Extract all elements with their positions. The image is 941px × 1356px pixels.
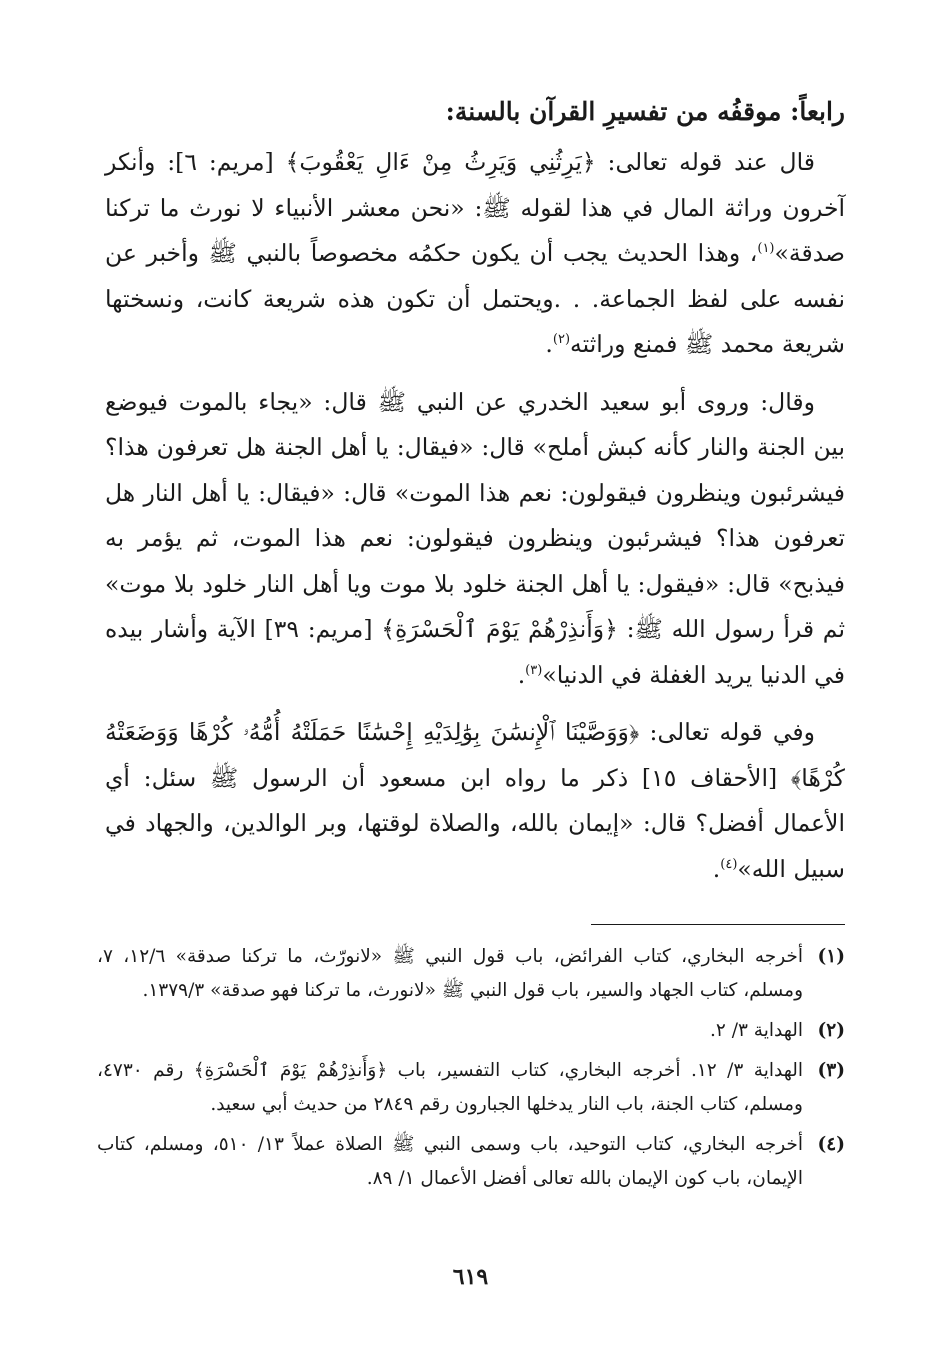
- footnote-3: [97, 1054, 845, 1122]
- footnote-4: [97, 1128, 845, 1196]
- footnotes: [97, 940, 845, 1202]
- paragraph-3-text: وفي قوله تعالى: ﴿وَوَصَّيْنَا ٱلْإِنسَٰنَ بِوَٰلِدَيْهِ إِحْسَٰنًا حَمَلَتْهُ أُمُّهُۥ كُرْهًا وَوَضَعَتْهُ كُرْهًا﴾ [الأحقاف ١٥] ذكر ما رواه ابن مسعود أن الرسول ﷺ سئل: أي الأعمال أفضل؟ قال: «إيمان بالله، والصلاة لوقتها، وبر الوالدين، والجهاد في سبيل الله»: [105, 718, 845, 883]
- paragraph-1-tail: ، وهذا الحديث يجب أن يكون حكمُه مخصوصاً بالنبي ﷺ وأخبر عن نفسه على لفظ الجماعة. . .ويحتمل أن تكون هذه شريعة كانت، ونسختها شريعة محمد ﷺ فمنع وراثته: [105, 239, 845, 358]
- footnote-text: الهداية ٣/ ٢.: [710, 1020, 803, 1041]
- footnote-text: أخرجه البخاري، كتاب الفرائض، باب قول النبي ﷺ «لانورّث، ما تركنا صدقة» ١٢/٦، ٧، ومسلم، كتاب الجهاد والسير، باب قول النبي ﷺ «لانورث، ما تركنا فهو صدقة» ١٣٧٩/٣.: [97, 946, 803, 1001]
- footnote-ref-4: (٤): [720, 856, 738, 872]
- footnote-ref-1: (١): [757, 241, 775, 257]
- paragraph-3-end: .: [712, 854, 721, 883]
- footnote-number: (٢): [817, 1020, 845, 1041]
- footnote-text: أخرجه البخاري، كتاب التوحيد، باب وسمى النبي ﷺ الصلاة عملاً ١٣/ ٥١٠، ومسلم، كتاب الإيمان، باب كون الإيمان بالله تعالى أفضل الأعمال ١/ ٨٩.: [97, 1134, 803, 1189]
- paragraph-3: [105, 710, 845, 892]
- paragraph-1-text: قال عند قوله تعالى: ﴿يَرِثُنِي وَيَرِثُ مِنْ ءَالِ يَعْقُوبَ﴾ [مريم: ٦]: وأنكر آخرون وراثة المال في هذا لقوله ﷺ: «نحن معشر الأنبياء لا نورث ما تركنا صدقة»: [105, 148, 845, 267]
- paragraph-2: [105, 380, 845, 699]
- paragraph-2-end: .: [517, 660, 526, 689]
- section-heading: رابعاً: موقفُه من تفسيرِ القرآن بالسنة:: [445, 97, 845, 126]
- footnote-number: (١): [817, 946, 845, 967]
- main-text: [105, 92, 845, 904]
- footnote-2: [97, 1014, 845, 1048]
- paragraph-1: [105, 140, 845, 368]
- page-number: ٦١٩: [452, 1264, 489, 1290]
- footnote-divider: [591, 924, 845, 925]
- footnote-number: (٣): [817, 1060, 845, 1081]
- footnote-number: (٤): [817, 1134, 845, 1155]
- footnote-ref-3: (٣): [525, 662, 543, 678]
- footnote-ref-2: (٢): [552, 332, 571, 348]
- paragraph-1-end: .: [545, 330, 553, 358]
- paragraph-2-text: وقال: وروى أبو سعيد الخدري عن النبي ﷺ قال: «يجاء بالموت فيوضع بين الجنة والنار كأنه كبش أملح» قال: «فيقال: يا أهل الجنة هل تعرفون هذا؟ فيشرئبون وينظرون فيقولون: نعم هذا الموت» قال: «فيقال: يا أهل النار هل تعرفون هذا؟ فيشرئبون وينظرون فيقولون: نعم هذا الموت، ثم يؤمر به فيذبح» قال: «فيقول: يا أهل الجنة خلود بلا موت ويا أهل النار خلود بلا موت» ثم قرأ رسول الله ﷺ: ﴿وَأَنذِرْهُمْ يَوْمَ ٱلْحَسْرَةِ﴾ [مريم: ٣٩] الآية وأشار بيده في الدنيا يريد الغفلة في الدنيا»: [105, 387, 845, 689]
- footnote-1: [97, 940, 845, 1008]
- footnote-text: الهداية ٣/ ١٢. أخرجه البخاري، كتاب التفسير، باب ﴿وَأَنذِرْهُمْ يَوْمَ ٱلْحَسْرَةِ﴾ رقم ٤٧٣٠، ومسلم، كتاب الجنة، باب النار يدخلها الجبارون رقم ٢٨٤٩ من حديث أبي سعيد.: [97, 1060, 803, 1115]
